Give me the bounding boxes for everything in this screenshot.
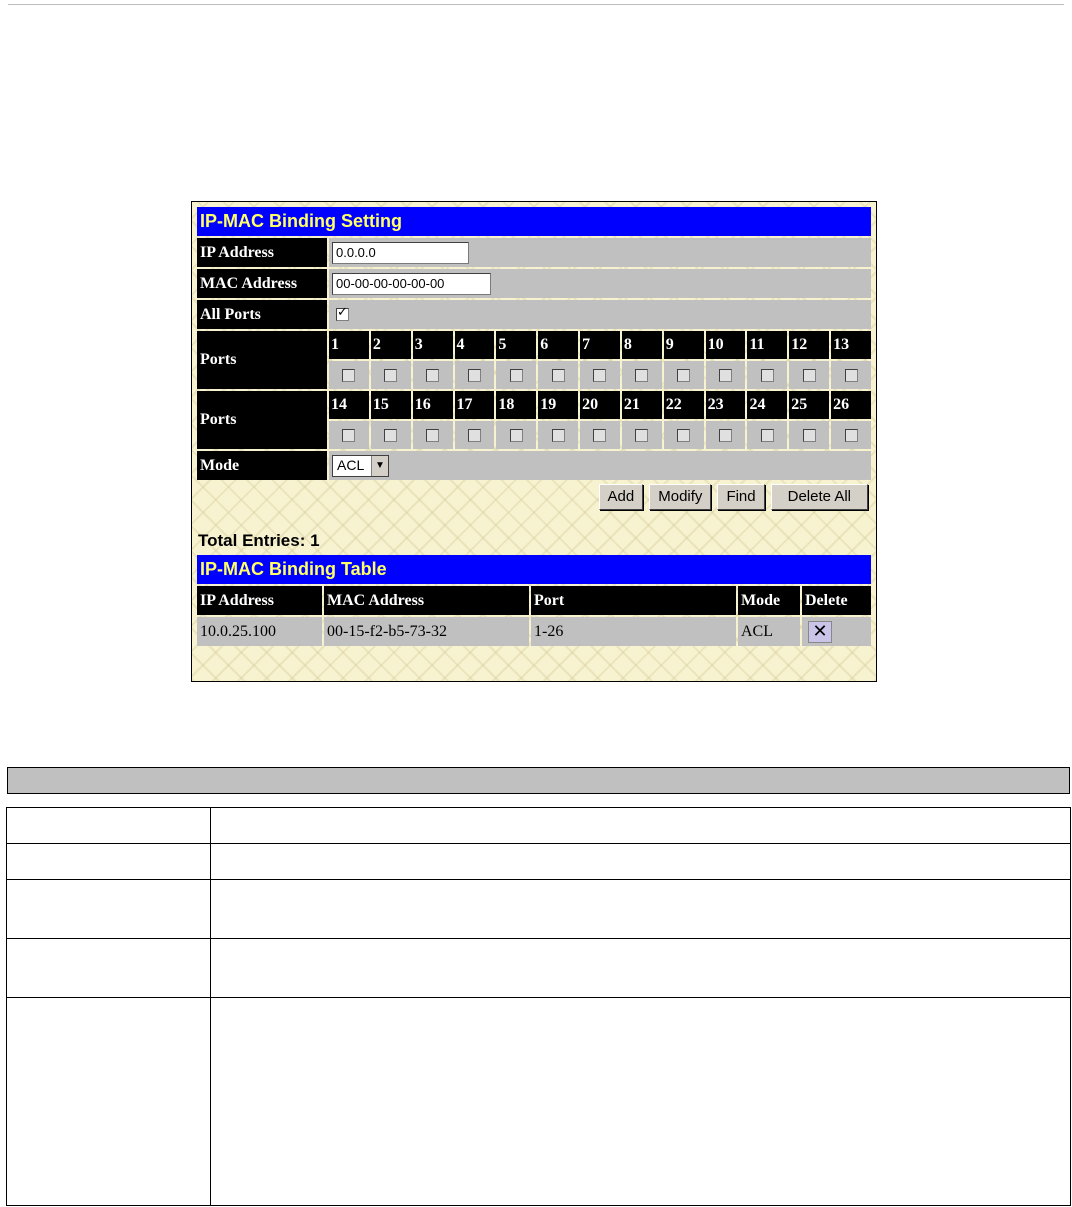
desc-param-cell	[7, 808, 211, 844]
port-checkbox[interactable]	[761, 429, 774, 442]
port-number: 8	[622, 331, 662, 359]
port-checkbox[interactable]	[593, 369, 606, 382]
col-mode: Mode	[738, 586, 800, 615]
port-number: 7	[580, 331, 620, 359]
ip-address-input[interactable]	[332, 242, 469, 264]
desc-text-cell	[211, 939, 1071, 998]
mac-address-label: MAC Address	[197, 269, 327, 298]
action-buttons	[197, 482, 871, 511]
row-mac: 00-15-f2-b5-73-32	[324, 617, 529, 646]
page-top-rule	[8, 4, 1064, 5]
ip-mac-binding-panel	[191, 201, 877, 682]
ports-label-2: Ports	[197, 391, 327, 449]
port-checkbox[interactable]	[677, 369, 690, 382]
settings-grid	[195, 205, 873, 513]
port-checkbox[interactable]	[635, 369, 648, 382]
mac-address-input[interactable]	[332, 273, 491, 295]
port-number: 19	[538, 391, 578, 419]
port-number: 16	[413, 391, 453, 419]
port-number: 11	[747, 331, 787, 359]
port-checkbox[interactable]	[635, 429, 648, 442]
port-number: 17	[455, 391, 495, 419]
port-checkbox[interactable]	[552, 369, 565, 382]
desc-param-cell	[7, 939, 211, 998]
modify-button[interactable]: Modify	[649, 484, 711, 510]
total-entries: Total Entries: 1	[198, 531, 320, 550]
description-header-bar	[7, 767, 1070, 794]
port-number: 21	[622, 391, 662, 419]
port-checkbox[interactable]	[426, 429, 439, 442]
table-row	[197, 617, 871, 646]
port-checkbox[interactable]	[803, 369, 816, 382]
row-port: 1-26	[531, 617, 736, 646]
port-checkbox[interactable]	[719, 429, 732, 442]
port-checkbox[interactable]	[719, 369, 732, 382]
ports-label-1: Ports	[197, 331, 327, 389]
all-ports-checkbox[interactable]	[336, 308, 349, 321]
port-checkbox[interactable]	[384, 429, 397, 442]
mode-select[interactable]	[332, 455, 389, 477]
port-number: 10	[706, 331, 746, 359]
col-mac-address: MAC Address	[324, 586, 529, 615]
port-number: 20	[580, 391, 620, 419]
port-checkbox[interactable]	[426, 369, 439, 382]
port-checkbox[interactable]	[384, 369, 397, 382]
port-number: 23	[706, 391, 746, 419]
desc-param-cell	[7, 998, 211, 1206]
desc-text-cell	[211, 880, 1071, 939]
row-mode: ACL	[738, 617, 800, 646]
desc-text-cell	[211, 808, 1071, 844]
port-checkbox[interactable]	[468, 369, 481, 382]
col-ip-address: IP Address	[197, 586, 322, 615]
port-checkbox[interactable]	[845, 429, 858, 442]
port-checkbox[interactable]	[468, 429, 481, 442]
mode-label: Mode	[197, 451, 327, 480]
port-number: 4	[455, 331, 495, 359]
port-checkbox[interactable]	[510, 369, 523, 382]
port-number: 24	[747, 391, 787, 419]
col-port: Port	[531, 586, 736, 615]
port-number: 18	[496, 391, 536, 419]
port-checkbox[interactable]	[342, 429, 355, 442]
desc-text-cell	[211, 998, 1071, 1206]
port-checkbox[interactable]	[845, 369, 858, 382]
port-checkbox[interactable]	[761, 369, 774, 382]
find-button[interactable]: Find	[717, 484, 764, 510]
settings-title: IP-MAC Binding Setting	[197, 207, 871, 236]
port-number: 15	[371, 391, 411, 419]
port-checkbox[interactable]	[677, 429, 690, 442]
port-number: 26	[831, 391, 871, 419]
port-number: 5	[496, 331, 536, 359]
close-x-icon[interactable]: ✕	[808, 621, 832, 643]
mode-select-value: ACL	[337, 456, 365, 473]
port-checkbox[interactable]	[552, 429, 565, 442]
chevron-down-icon[interactable]: ▼	[371, 456, 388, 476]
add-button[interactable]: Add	[599, 484, 644, 510]
port-number: 22	[664, 391, 704, 419]
delete-all-button[interactable]: Delete All	[771, 484, 868, 510]
binding-table	[195, 553, 873, 648]
port-checkbox[interactable]	[593, 429, 606, 442]
port-number: 12	[789, 331, 829, 359]
port-number: 2	[371, 331, 411, 359]
description-table	[6, 807, 1071, 1206]
port-number: 25	[789, 391, 829, 419]
desc-text-cell	[211, 844, 1071, 880]
port-number: 6	[538, 331, 578, 359]
desc-param-cell	[7, 844, 211, 880]
port-checkbox[interactable]	[803, 429, 816, 442]
desc-param-cell	[7, 880, 211, 939]
all-ports-label: All Ports	[197, 300, 327, 329]
port-number: 14	[329, 391, 369, 419]
port-checkbox[interactable]	[510, 429, 523, 442]
row-ip: 10.0.25.100	[197, 617, 322, 646]
binding-table-title: IP-MAC Binding Table	[197, 555, 871, 584]
port-number: 1	[329, 331, 369, 359]
col-delete: Delete	[802, 586, 871, 615]
ip-address-label: IP Address	[197, 238, 327, 267]
port-checkbox[interactable]	[342, 369, 355, 382]
port-number: 9	[664, 331, 704, 359]
port-number: 13	[831, 331, 871, 359]
port-number: 3	[413, 331, 453, 359]
